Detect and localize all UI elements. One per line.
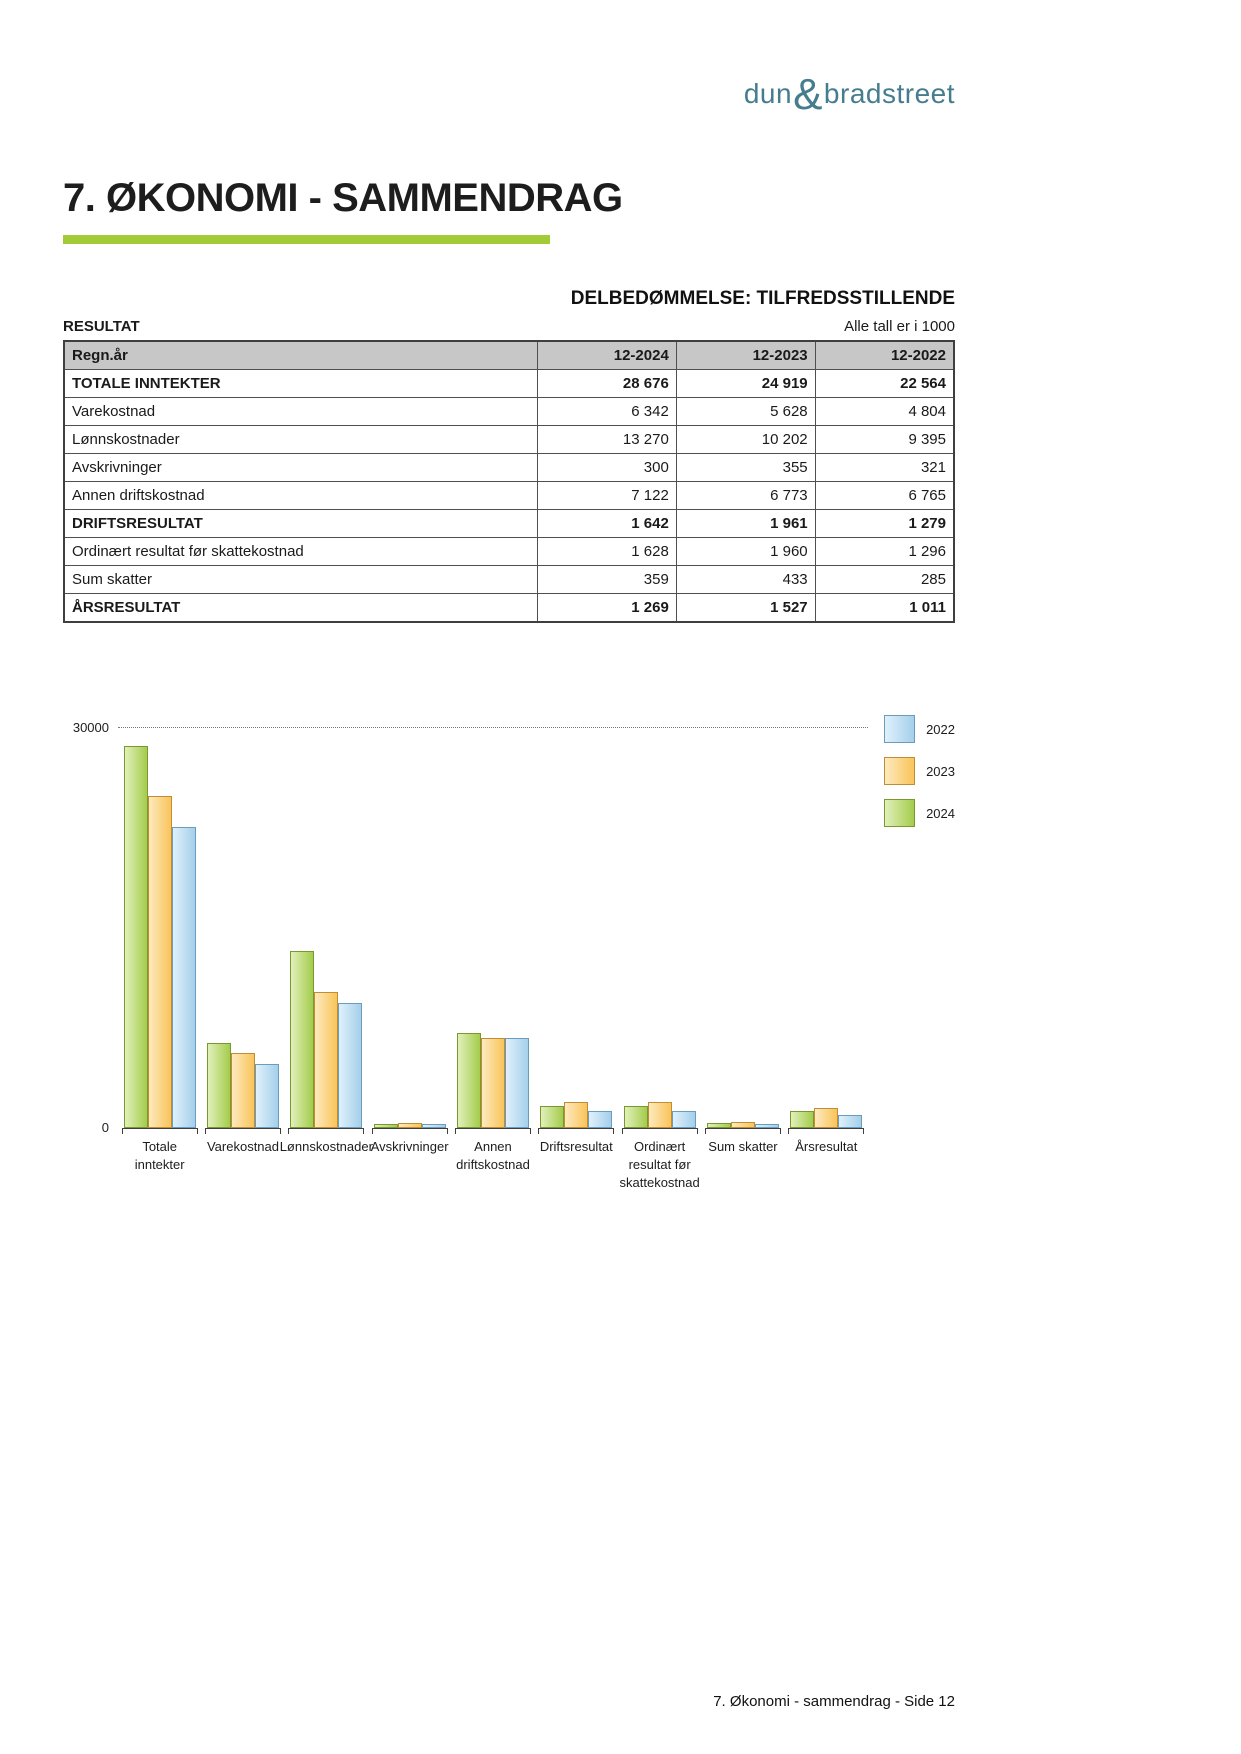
row-label: TOTALE INNTEKTER xyxy=(64,370,537,398)
units-note: Alle tall er i 1000 xyxy=(844,318,955,335)
chart-plot xyxy=(118,727,868,1193)
category-label: Varekostnad xyxy=(206,1139,279,1154)
category-label: Årsresultat xyxy=(795,1139,858,1154)
logo-text-bradstreet: bradstreet xyxy=(823,78,955,109)
row-value: 9 395 xyxy=(815,426,954,454)
logo-ampersand-icon: & xyxy=(793,70,823,119)
title-accent-bar xyxy=(63,235,550,244)
bar-cluster xyxy=(455,728,531,1129)
result-chart xyxy=(63,720,955,1207)
column-header-year: 12-2024 xyxy=(537,341,676,370)
bar-2023 xyxy=(731,1122,755,1128)
row-label: Sum skatter xyxy=(64,566,537,594)
row-value: 7 122 xyxy=(537,482,676,510)
table-row xyxy=(64,454,954,482)
page-footer: 7. Økonomi - sammendrag - Side 12 xyxy=(713,1693,955,1710)
row-value: 321 xyxy=(815,454,954,482)
row-value: 1 642 xyxy=(537,510,676,538)
bar-group xyxy=(701,728,784,1156)
legend-swatch-2024 xyxy=(884,799,915,827)
row-value: 1 628 xyxy=(537,538,676,566)
bar-2022 xyxy=(672,1111,696,1128)
row-value: 1 296 xyxy=(815,538,954,566)
bar-cluster xyxy=(205,728,281,1129)
row-value: 22 564 xyxy=(815,370,954,398)
column-header-year: 12-2022 xyxy=(815,341,954,370)
row-value: 6 765 xyxy=(815,482,954,510)
bar-2024 xyxy=(540,1106,564,1128)
table-meta-row xyxy=(63,318,955,335)
bar-group xyxy=(618,728,701,1193)
row-value: 433 xyxy=(676,566,815,594)
row-label: DRIFTSRESULTAT xyxy=(64,510,537,538)
bar-cluster xyxy=(788,728,864,1129)
row-label: Ordinært resultat før skattekostnad xyxy=(64,538,537,566)
logo-text-dun: dun xyxy=(743,78,793,109)
category-label: Ordinært resultat før skattekostnad xyxy=(619,1139,700,1191)
table-row xyxy=(64,482,954,510)
legend-label: 2022 xyxy=(926,721,955,737)
category-label: Annen driftskostnad xyxy=(456,1139,530,1173)
bar-2024 xyxy=(457,1033,481,1128)
row-value: 1 961 xyxy=(676,510,815,538)
bar-2024 xyxy=(374,1124,398,1128)
bar-2024 xyxy=(290,951,314,1128)
bar-2022 xyxy=(338,1003,362,1128)
bar-2022 xyxy=(755,1124,779,1128)
row-value: 24 919 xyxy=(676,370,815,398)
table-row xyxy=(64,426,954,454)
row-value: 1 960 xyxy=(676,538,815,566)
legend-label: 2024 xyxy=(926,805,955,821)
row-value: 5 628 xyxy=(676,398,815,426)
page-content xyxy=(63,0,955,1754)
table-row xyxy=(64,594,954,623)
assessment-label: DELBEDØMMELSE: TILFREDSSTILLENDE xyxy=(570,288,955,309)
row-value: 359 xyxy=(537,566,676,594)
legend-item xyxy=(884,799,955,827)
dun-bradstreet-logo xyxy=(744,70,955,120)
row-label: ÅRSRESULTAT xyxy=(64,594,537,623)
row-value: 1 269 xyxy=(537,594,676,623)
bar-2022 xyxy=(588,1111,612,1128)
row-value: 1 527 xyxy=(676,594,815,623)
row-value: 6 773 xyxy=(676,482,815,510)
category-label: Driftsresultat xyxy=(539,1139,613,1154)
bar-cluster xyxy=(122,728,198,1129)
row-value: 300 xyxy=(537,454,676,482)
table-row xyxy=(64,510,954,538)
bar-group xyxy=(201,728,284,1156)
table-header-row xyxy=(64,341,954,370)
bar-2023 xyxy=(314,992,338,1128)
bar-2024 xyxy=(624,1106,648,1128)
bar-2024 xyxy=(790,1111,814,1128)
bar-group xyxy=(118,728,201,1174)
page-title: 7. ØKONOMI - SAMMENDRAG xyxy=(63,176,623,220)
y-axis-min-label: 0 xyxy=(101,1120,109,1135)
bar-2022 xyxy=(172,827,196,1128)
row-value: 1 279 xyxy=(815,510,954,538)
row-value: 355 xyxy=(676,454,815,482)
row-label: Avskrivninger xyxy=(64,454,537,482)
table-row xyxy=(64,538,954,566)
bar-2024 xyxy=(207,1043,231,1128)
legend-item xyxy=(884,757,955,785)
legend-item xyxy=(884,715,955,743)
bar-cluster xyxy=(372,728,448,1129)
bar-2024 xyxy=(124,746,148,1128)
bar-2024 xyxy=(707,1123,731,1128)
section-label: RESULTAT xyxy=(63,318,140,335)
bar-2023 xyxy=(814,1108,838,1128)
row-value: 10 202 xyxy=(676,426,815,454)
row-label: Lønnskostnader xyxy=(64,426,537,454)
row-value: 1 011 xyxy=(815,594,954,623)
bar-cluster xyxy=(705,728,781,1129)
chart-legend xyxy=(884,715,955,827)
table-row xyxy=(64,398,954,426)
bar-2023 xyxy=(481,1038,505,1128)
bar-2022 xyxy=(505,1038,529,1128)
bar-2023 xyxy=(148,796,172,1128)
bar-group xyxy=(368,728,451,1156)
bar-2023 xyxy=(398,1123,422,1128)
header xyxy=(63,70,955,120)
category-label: Sum skatter xyxy=(708,1139,778,1154)
row-value: 6 342 xyxy=(537,398,676,426)
bar-cluster xyxy=(538,728,614,1129)
bar-group xyxy=(451,728,534,1174)
bar-2022 xyxy=(838,1115,862,1128)
bar-cluster xyxy=(622,728,698,1129)
bar-group xyxy=(279,728,373,1156)
bar-group xyxy=(535,728,618,1156)
bar-2023 xyxy=(648,1102,672,1128)
y-axis-max-label: 30000 xyxy=(72,720,109,735)
bar-2022 xyxy=(422,1124,446,1128)
bar-2023 xyxy=(231,1053,255,1128)
category-label: Lønnskostnader xyxy=(279,1139,373,1154)
legend-swatch-2023 xyxy=(884,757,915,785)
category-label: Totale inntekter xyxy=(134,1139,185,1173)
column-header-label: Regn.år xyxy=(64,341,537,370)
row-value: 28 676 xyxy=(537,370,676,398)
legend-swatch-2022 xyxy=(884,715,915,743)
category-label: Avskrivninger xyxy=(370,1139,449,1154)
bar-group xyxy=(785,728,868,1156)
result-table-body xyxy=(64,370,954,623)
result-table xyxy=(63,340,955,623)
bar-2022 xyxy=(255,1064,279,1128)
column-header-year: 12-2023 xyxy=(676,341,815,370)
bar-2023 xyxy=(564,1102,588,1128)
table-row xyxy=(64,566,954,594)
row-label: Annen driftskostnad xyxy=(64,482,537,510)
row-label: Varekostnad xyxy=(64,398,537,426)
row-value: 285 xyxy=(815,566,954,594)
table-row xyxy=(64,370,954,398)
legend-label: 2023 xyxy=(926,763,955,779)
bar-cluster xyxy=(288,728,364,1129)
row-value: 13 270 xyxy=(537,426,676,454)
row-value: 4 804 xyxy=(815,398,954,426)
